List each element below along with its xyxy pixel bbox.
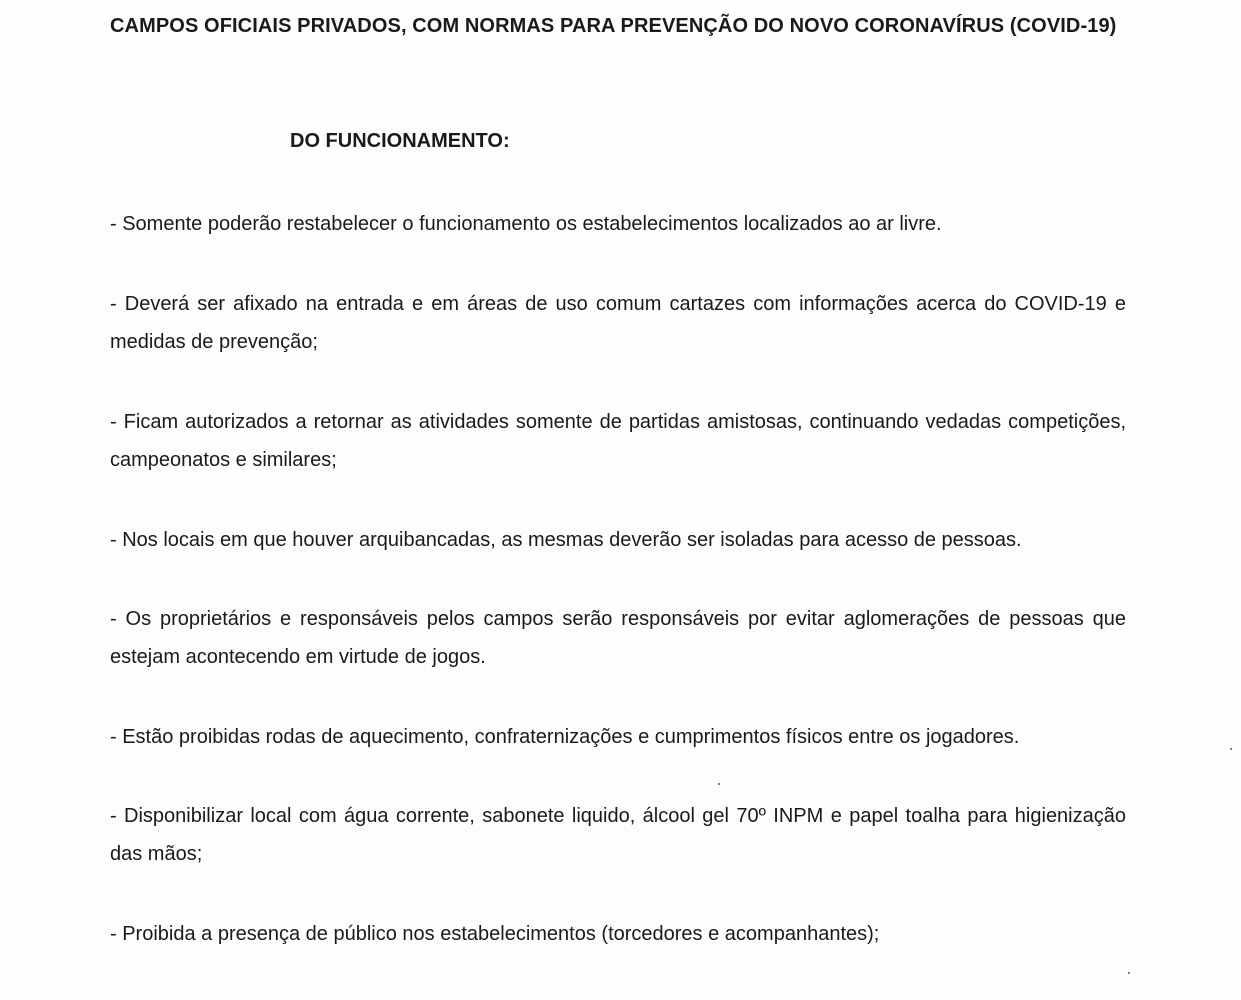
paragraph: - Proibida a presença de público nos estabelecimentos (torcedores e acompanhantes); (110, 923, 880, 945)
paragraph: - Os proprietários e responsáveis pelos campos serão responsáveis por evitar aglomerações de pessoas que estejam acontecendo em virtude de jogos. (110, 608, 1126, 668)
scan-speck (718, 783, 720, 785)
scan-speck (1128, 972, 1130, 974)
paragraph: - Ficam autorizados a retornar as atividades somente de partidas amistosas, continuando vedadas competições, campeonatos e similares; (110, 411, 1126, 471)
paragraph: - Nos locais em que houver arquibancadas, as mesmas deverão ser isoladas para acesso de pessoas. (110, 529, 1022, 551)
paragraph: - Estão proibidas rodas de aquecimento, confraternizações e cumprimentos físicos entre os jogadores. (110, 726, 1020, 748)
paragraph: - Somente poderão restabelecer o funcionamento os estabelecimentos localizados ao ar livre. (110, 213, 942, 235)
paragraph: - Disponibilizar local com água corrente, sabonete liquido, álcool gel 70º INPM e papel toalha para higienização das mãos; (110, 805, 1126, 865)
document-heading: CAMPOS OFICIAIS PRIVADOS, COM NORMAS PARA PREVENÇÃO DO NOVO CORONAVÍRUS (COVID-19) (110, 15, 1117, 37)
section-title: DO FUNCIONAMENTO: (290, 130, 510, 152)
scan-speck (1230, 748, 1232, 750)
paragraph: - Deverá ser afixado na entrada e em áreas de uso comum cartazes com informações acerca do COVID-19 e medidas de prevenção; (110, 293, 1126, 353)
